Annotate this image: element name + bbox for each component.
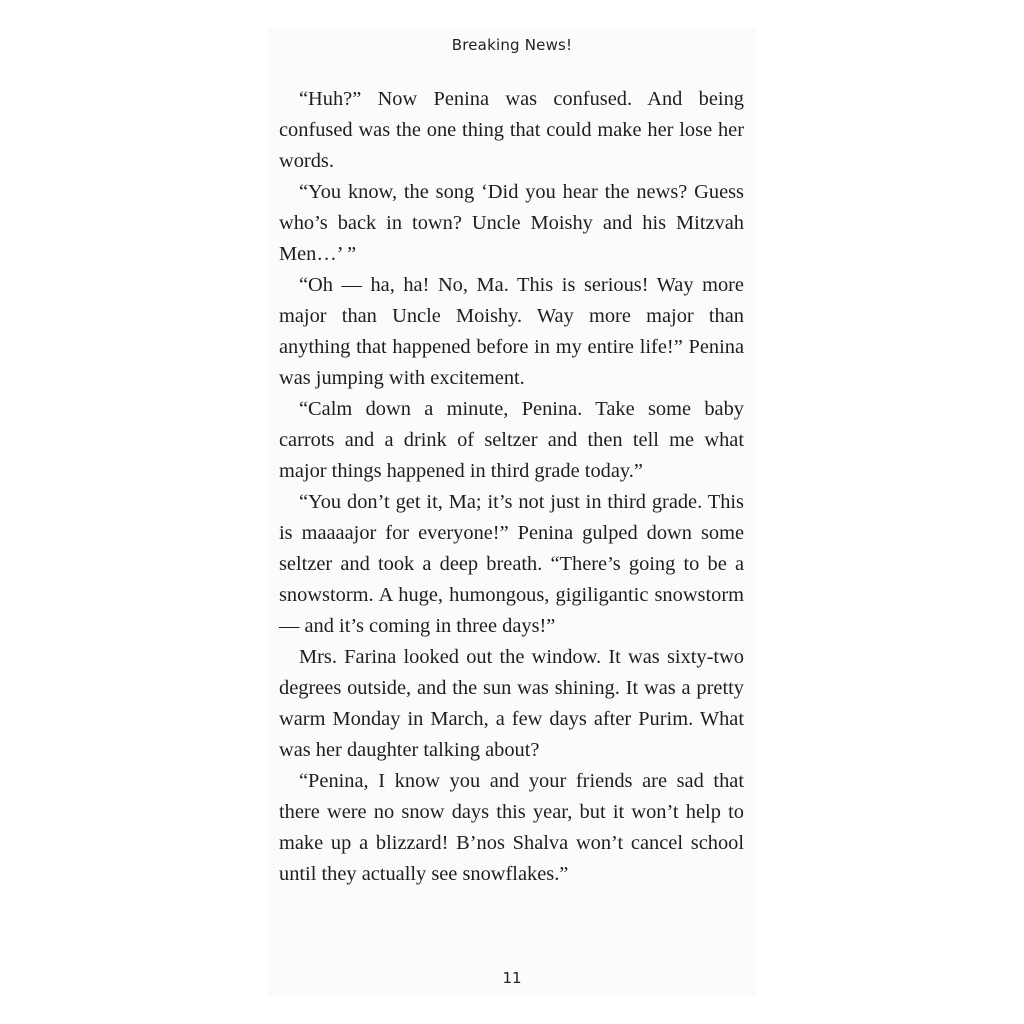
running-head: Breaking News! — [451, 36, 573, 54]
paragraph: “Huh?” Now Penina was confused. And being confused was the one thing that could make her lose her words. — [279, 88, 744, 172]
paragraph: Mrs. Farina looked out the window. It was sixty-two degrees outside, and the sun was shining. It was a pretty warm Monday in March, a few days after Purim. What was her daughter talking about? — [279, 646, 744, 761]
body-text — [279, 84, 744, 890]
book-page — [268, 28, 756, 996]
paragraph: “You don’t get it, Ma; it’s not just in third grade. This is maaaajor for everyone!” Penina gulped down some seltzer and took a deep breath. “There’s going to be a snowstorm. A huge, humongous, gigiligantic snowstorm — and it’s coming in three days!” — [279, 491, 744, 637]
paragraph: “Calm down a minute, Penina. Take some baby carrots and a drink of seltzer and then tell me what major things happened in third grade today.” — [279, 398, 744, 482]
paragraph: “Penina, I know you and your friends are sad that there were no snow days this year, but it won’t help to make up a blizzard! B’nos Shalva won’t cancel school until they actually see snowflakes.” — [279, 770, 744, 885]
paragraph: “You know, the song ‘Did you hear the news? Guess who’s back in town? Uncle Moishy and his Mitzvah Men…’ ” — [279, 181, 744, 265]
paragraph: “Oh — ha, ha! No, Ma. This is serious! Way more major than Uncle Moishy. Way more major than anything that happened before in my entire life!” Penina was jumping with excitement. — [279, 274, 744, 389]
page-number: 11 — [502, 969, 522, 987]
